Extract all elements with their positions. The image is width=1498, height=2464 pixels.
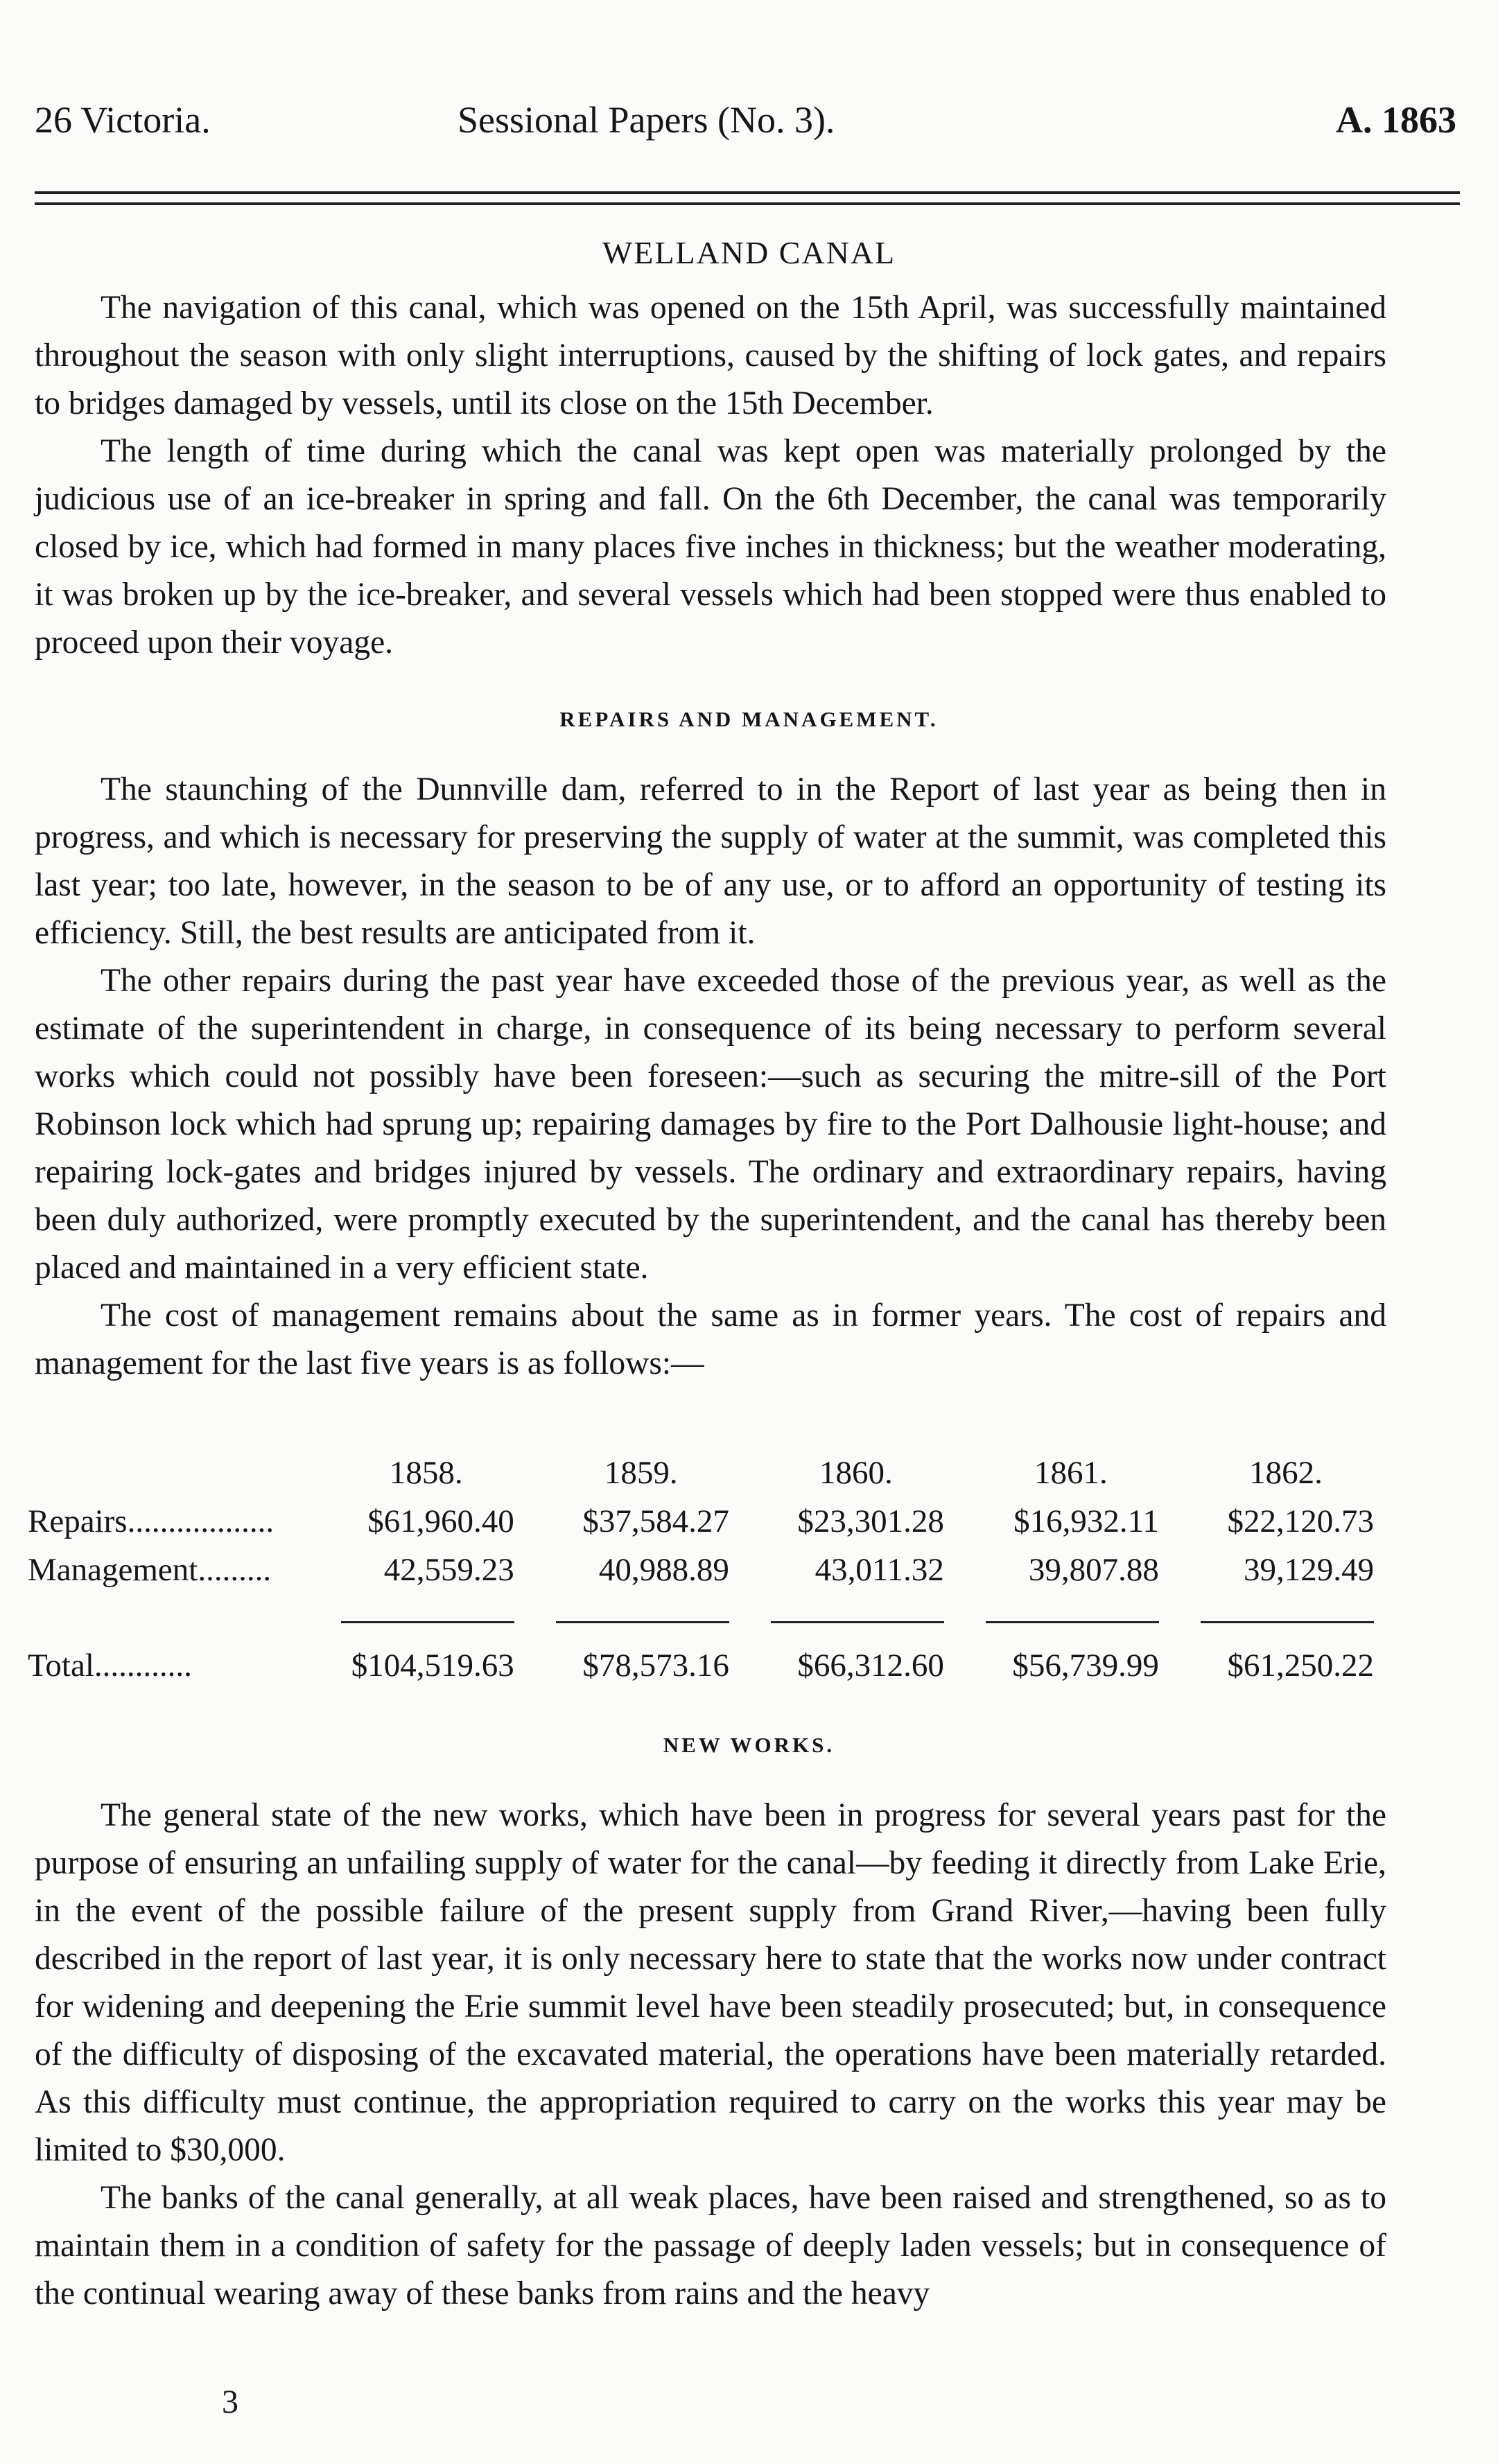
total-cell: $104,519.63 (351, 1648, 514, 1684)
costs-table (28, 1449, 1393, 1690)
row-label: Management......... (28, 1552, 272, 1588)
page-title: WELLAND CANAL (602, 235, 896, 270)
total-cell: $66,312.60 (797, 1648, 944, 1684)
cost-cell: $37,584.27 (582, 1503, 729, 1539)
costs-table-header (28, 1449, 1393, 1497)
row-label: Total............ (28, 1648, 192, 1684)
repairs-section (35, 766, 1386, 1388)
table-row-total (28, 1632, 1393, 1690)
intro-section (35, 284, 1386, 667)
page-number: 3 (222, 2384, 238, 2420)
new-works-section (35, 1792, 1386, 2318)
cost-cell: 39,807.88 (1028, 1552, 1159, 1588)
intro-paragraph-2: The length of time during which the canal was kept open was materially prolonged by the judicious use of an ice-breaker in spring and fall. On the 6th December, the canal was temporarily closed by ice, which had formed in many places five inches in thickness; but the weather moderating, it was broken up by the ice-breaker, and several vessels which had been stopped were thus enabled to proceed upon their voyage. (35, 433, 1386, 661)
year-header: 1858. (389, 1455, 463, 1491)
cost-cell: 40,988.89 (598, 1552, 729, 1588)
page-header (35, 83, 1463, 146)
total-cell: $56,739.99 (1012, 1648, 1159, 1684)
total-cell: $61,250.22 (1227, 1648, 1374, 1684)
year-header: 1861. (1034, 1455, 1108, 1491)
header-rule-top (35, 191, 1460, 194)
repairs-paragraph-3: The cost of management remains about the same as in former years. The cost of repairs and management for the last five years is as follows:— (35, 1297, 1386, 1381)
header-session: 26 Victoria. (35, 99, 211, 141)
cost-cell: 39,129.49 (1244, 1552, 1374, 1588)
sum-rule-row (28, 1594, 1393, 1632)
repairs-paragraph-2: The other repairs during the past year have exceeded those of the previous year, as well as the estimate of the superintendent in charge, in consequence of its being necessary to perform several works which could not possibly have been foreseen:—such as securing the mitre-sill of the Port Robinson lock which had sprung up; repairing damages by fire to the Port Dalhousie light-house; and repairing lock-gates and bridges injured by vessels. The ordinary and extraordinary repairs, having been duly authorized, were promptly executed by the superintendent, and the canal has thereby been placed and maintained in a very efficient state. (35, 963, 1386, 1286)
sum-rule (964, 1594, 1178, 1632)
sum-rule (319, 1594, 534, 1632)
cost-cell: 42,559.23 (383, 1552, 514, 1588)
new-works-heading: NEW WORKS. (663, 1733, 835, 1757)
table-row-management (28, 1546, 1393, 1594)
header-sessional-papers: Sessional Papers (No. 3). (458, 99, 835, 141)
total-cell: $78,573.16 (582, 1648, 729, 1684)
cost-cell: $61,960.40 (367, 1503, 514, 1539)
sum-rule (1178, 1594, 1393, 1632)
new-works-paragraph-1: The general state of the new works, which have been in progress for several years past for the purpose of ensuring an unfailing supply of water for the canal—by feeding it directly from Lake Erie, in the event of the possible failure of the present supply from Grand River,—having been fully described in the report of last year, it is only necessary here to state that the works now under contract for widening and deepening the Erie summit level have been steadily prosecuted; but, in consequence of the difficulty of disposing of the excavated material, the operations have been materially retarded. As this difficulty must continue, the appropriation required to carry on the works this year may be limited to $30,000. (35, 1797, 1386, 2168)
header-rule-bottom (35, 202, 1460, 205)
header-year: A. 1863 (1336, 99, 1456, 141)
year-header: 1860. (819, 1455, 893, 1491)
cost-cell: $23,301.28 (797, 1503, 944, 1539)
new-works-paragraph-2: The banks of the canal generally, at all weak places, have been raised and strengthened, so as to maintain them in a condition of safety for the passage of deeply laden vessels; but in consequence of the continual wearing away of these banks from rains and the heavy (35, 2180, 1386, 2312)
year-header: 1859. (604, 1455, 678, 1491)
intro-paragraph-1: The navigation of this canal, which was opened on the 15th April, was successfully maintained throughout the season with only slight interruptions, caused by the shifting of lock gates, and repairs to bridges damaged by vessels, until its close on the 15th December. (35, 290, 1386, 421)
repairs-heading: REPAIRS AND MANAGEMENT. (559, 707, 939, 731)
cost-cell: 43,011.32 (815, 1552, 944, 1588)
cost-cell: $22,120.73 (1227, 1503, 1374, 1539)
year-header: 1862. (1249, 1455, 1323, 1491)
row-label: Repairs.................. (28, 1503, 275, 1539)
sum-rule (534, 1594, 749, 1632)
table-row-repairs (28, 1497, 1393, 1546)
cost-cell: $16,932.11 (1013, 1503, 1159, 1539)
sum-rule (749, 1594, 964, 1632)
repairs-paragraph-1: The staunching of the Dunnville dam, referred to in the Report of last year as being then in progress, and which is necessary for preserving the supply of water at the summit, was completed this last year; too late, however, in the season to be of any use, or to afford an opportunity of testing its efficiency. Still, the best results are anticipated from it. (35, 771, 1386, 951)
